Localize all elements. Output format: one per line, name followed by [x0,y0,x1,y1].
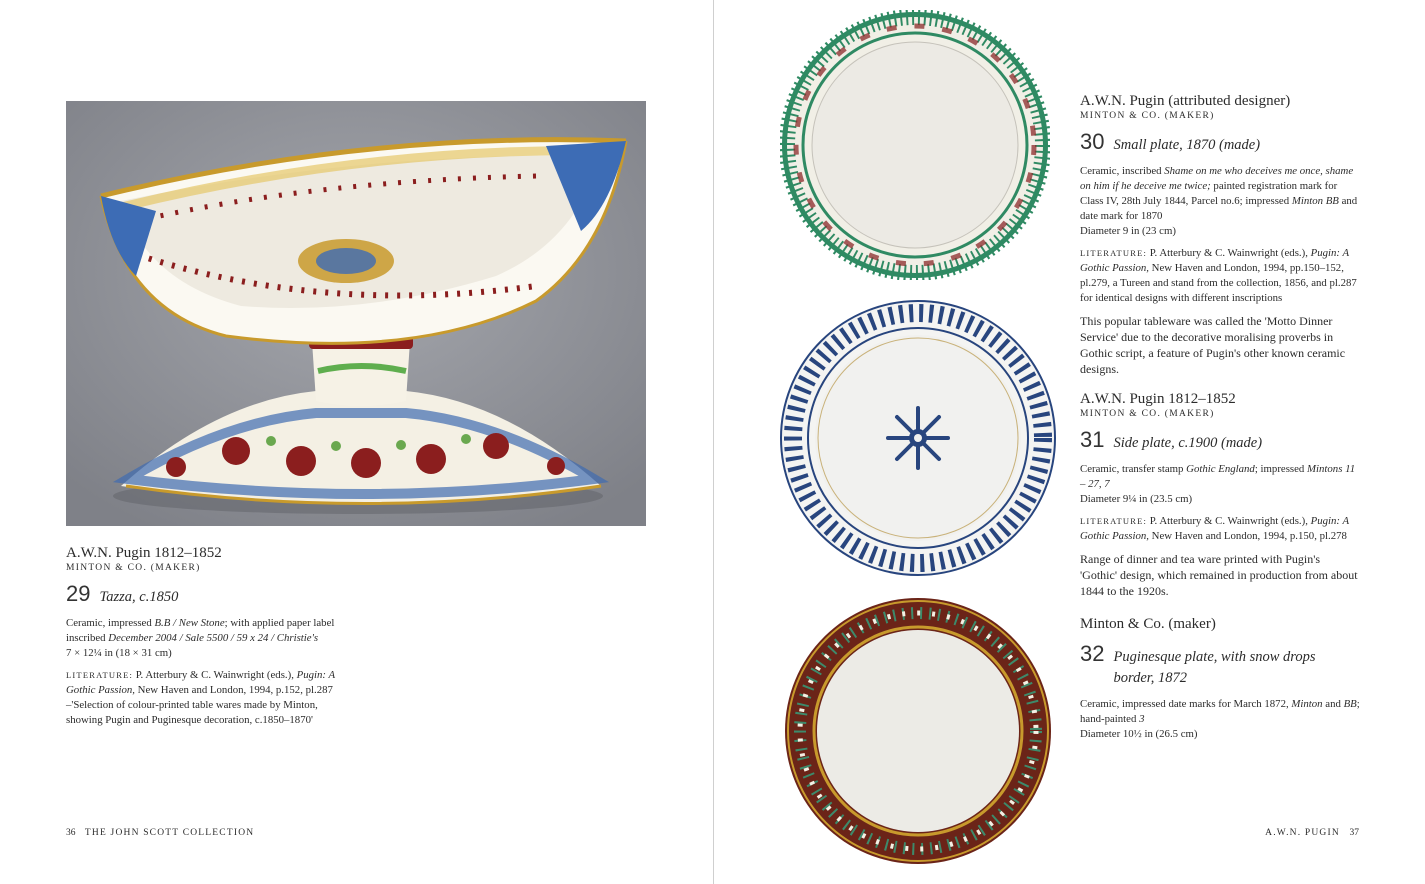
green-motto-plate-photograph [780,10,1050,280]
entry-note: This popular tableware was called the 'Motto Dinner Service' due to the decorative moralising proverbs in Gothic script, a feature of Pugin's other known ceramic designs. [1080,314,1346,376]
literature-reference: LITERATURE: P. Atterbury & C. Wainwright (eds.), Pugin: A Gothic Passion, New Haven and London, 1994, pp.150–152, pl.279, a Tureen and stand from the collection, 1856, and pl.287 for identical designs with different inscriptions [1080,247,1357,304]
catalogue-number: 32 [1080,641,1105,666]
object-description: Ceramic, impressed B.B / New Stone; with applied paper label inscribed December 2004 / Sale 5500 / 59 x 24 / Christie's 7 × 12¼ in (18 × 31 cm) [66,617,335,659]
catalogue-number: 30 [1080,129,1105,154]
designer-name: Minton & Co. (maker) [1080,616,1216,632]
literature-reference: LITERATURE: P. Atterbury & C. Wainwright (eds.), Pugin: A Gothic Passion, New Haven and London, 1994, p.152, pl.287 –'Selection of colour-printed table wares made by Minton, showing Pugin and Puginesque decoration, c.1850–1870' [66,669,335,726]
entry-heading [66,581,346,608]
entry-heading [1080,427,1360,454]
literature-reference: LITERATURE: P. Atterbury & C. Wainwright (eds.), Pugin: A Gothic Passion, New Haven and London, 1994, p.150, pl.278 [1080,515,1349,542]
folio-left [66,828,254,838]
entry-heading [1080,641,1360,689]
object-description: Ceramic, transfer stamp Gothic England; impressed Mintons 11 – 27, 7 Diameter 9¼ in (23.5 cm) [1080,463,1356,505]
catalogue-entry-30 [1080,93,1360,377]
object-description: Ceramic, impressed date marks for March 1872, Minton and BB; hand-painted 3 Diameter 10½ in (26.5 cm) [1080,698,1360,740]
entry-note: Range of dinner and tea ware printed with Pugin's 'Gothic' design, which remained in production from about 1844 to the 1920s. [1080,552,1358,598]
catalogue-entry-29 [66,545,346,735]
catalogue-number: 29 [66,581,91,606]
object-title: Puginesque plate, with snow drops border, 1872 [1113,649,1316,686]
object-dimensions: Diameter 9 in (23 cm) [1080,225,1176,237]
maker-name: MINTON & CO. (MAKER) [66,563,201,573]
blue-gothic-plate-photograph [778,298,1058,578]
running-title: THE JOHN SCOTT COLLECTION [84,828,255,838]
entry-heading [1080,129,1360,156]
page-gutter [713,0,714,884]
tazza-photograph [66,101,646,526]
page-number: 37 [1349,828,1359,838]
catalogue-entry-31 [1080,391,1360,599]
running-title: A.W.N. PUGIN [1265,828,1340,838]
maker-name: MINTON & CO. (MAKER) [1080,409,1215,419]
object-dimensions: 7 × 12¼ in (18 × 31 cm) [66,647,172,659]
catalogue-number: 31 [1080,427,1105,452]
object-title: Small plate, 1870 (made) [1113,137,1261,153]
designer-name: A.W.N. Pugin 1812–1852 [66,545,222,561]
snowdrop-border-plate-photograph [783,596,1053,866]
object-dimensions: Diameter 9¼ in (23.5 cm) [1080,493,1193,505]
object-title: Tazza, c.1850 [99,589,179,605]
object-dimensions: Diameter 10½ in (26.5 cm) [1080,728,1198,740]
maker-name: MINTON & CO. (MAKER) [1080,111,1215,121]
designer-name: A.W.N. Pugin (attributed designer) [1080,93,1291,109]
object-title: Side plate, c.1900 (made) [1113,435,1263,451]
designer-name: A.W.N. Pugin 1812–1852 [1080,391,1236,407]
folio-right [1265,828,1359,838]
catalogue-entry-32 [1080,616,1360,749]
object-description: Ceramic, inscribed Shame on me who deceives me once, shame on him if he deceive me twice; painted registration mark for Class IV, 28th July 1844, Parcel no.6; impressed Minton BB and date mark for 1870 Diameter 9 in (23 cm) [1080,165,1358,237]
page-number: 36 [66,828,76,838]
